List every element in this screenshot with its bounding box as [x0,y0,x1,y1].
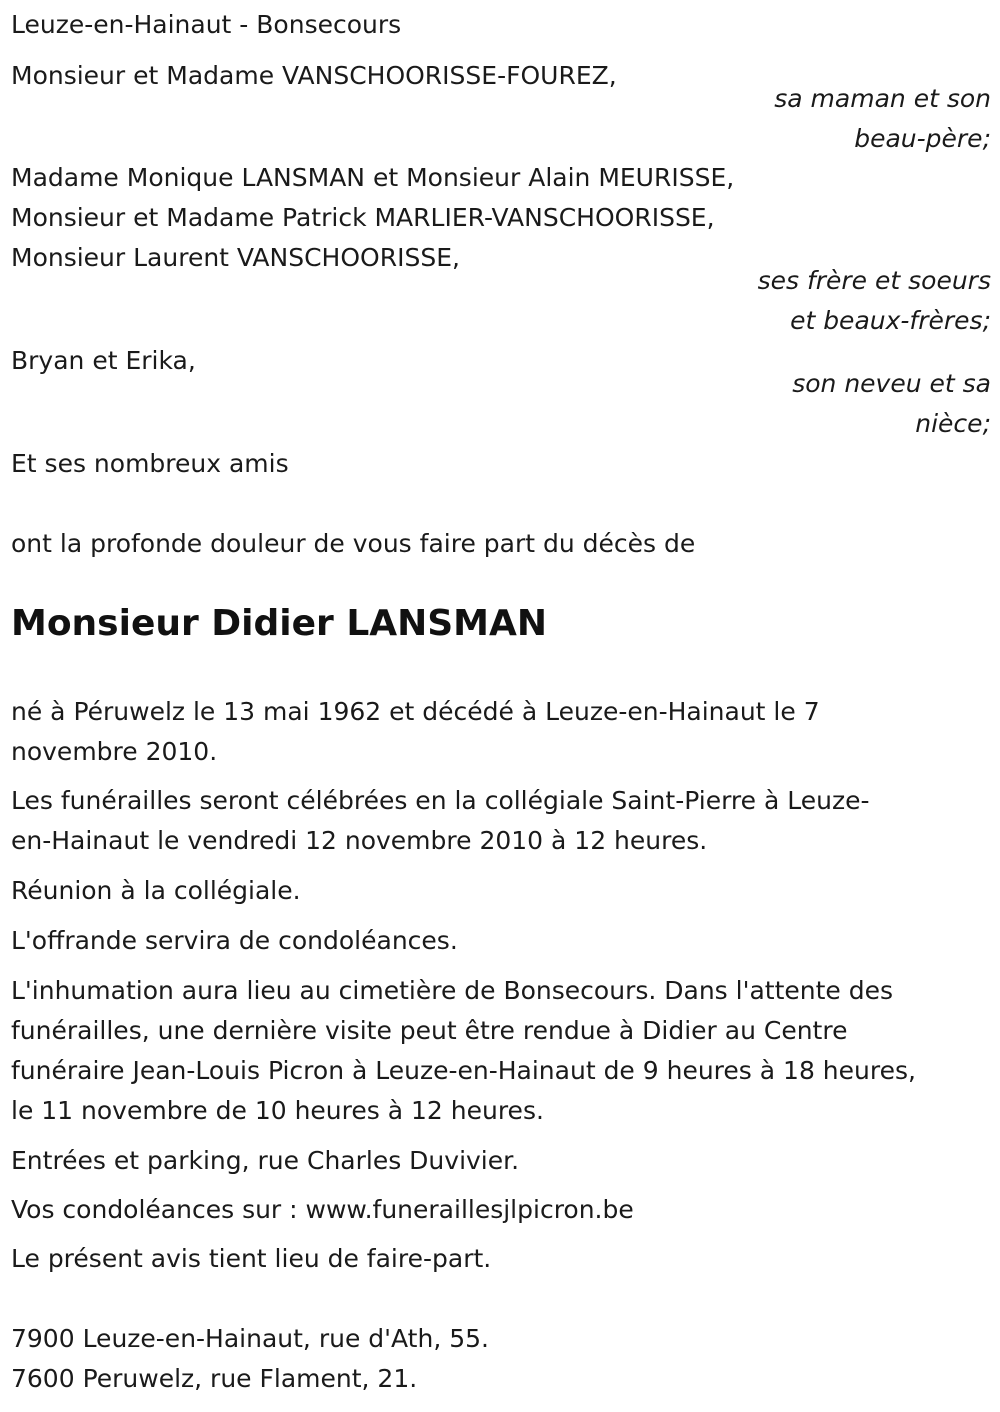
burial-line-1: L'inhumation aura lieu au cimetière de Bonsecours. Dans l'attente des [11,976,894,1005]
birth-death-line-1: né à Péruwelz le 13 mai 1962 et décédé à Leuze-en-Hainaut le 7 [11,697,820,726]
nephews-names: Bryan et Erika, [11,346,196,375]
announcement-text: ont la profonde douleur de vous faire part du décès de [11,529,696,558]
parents-relation-line-1: sa maman et son [774,84,991,113]
offering-line: L'offrande servira de condoléances. [11,926,458,955]
burial-line-3: funéraire Jean-Louis Picron à Leuze-en-Hainaut de 9 heures à 18 heures, [11,1056,916,1085]
sibling-name-3: Monsieur Laurent VANSCHOORISSE, [11,243,460,272]
deceased-name: Monsieur Didier LANSMAN [11,603,547,644]
birth-death-line-2: novembre 2010. [11,737,218,766]
notice-line: Le présent avis tient lieu de faire-part. [11,1244,492,1273]
burial-line-2: funérailles, une dernière visite peut être rendue à Didier au Centre [11,1016,848,1045]
address-line-1: 7900 Leuze-en-Hainaut, rue d'Ath, 55. [11,1324,489,1353]
parking-line: Entrées et parking, rue Charles Duvivier. [11,1146,520,1175]
funeral-line-2: en-Hainaut le vendredi 12 novembre 2010 à 12 heures. [11,826,708,855]
burial-line-4: le 11 novembre de 10 heures à 12 heures. [11,1096,544,1125]
nephews-relation-line-2: nièce; [915,409,991,438]
address-line-2: 7600 Peruwelz, rue Flament, 21. [11,1364,418,1393]
location-heading: Leuze-en-Hainaut - Bonsecours [11,10,402,39]
meeting-line: Réunion à la collégiale. [11,876,301,905]
friends-line: Et ses nombreux amis [11,449,289,478]
siblings-relation-line-2: et beaux-frères; [790,306,991,335]
funeral-line-1: Les funérailles seront célébrées en la collégiale Saint-Pierre à Leuze- [11,786,870,815]
nephews-relation-line-1: son neveu et sa [792,369,991,398]
parents-names: Monsieur et Madame VANSCHOORISSE-FOUREZ, [11,61,617,90]
parents-relation-line-2: beau-père; [854,124,991,153]
sibling-name-2: Monsieur et Madame Patrick MARLIER-VANSCHOORISSE, [11,203,715,232]
siblings-relation-line-1: ses frère et soeurs [757,266,991,295]
condolences-line: Vos condoléances sur : www.funeraillesjlpicron.be [11,1195,634,1224]
sibling-name-1: Madame Monique LANSMAN et Monsieur Alain MEURISSE, [11,163,735,192]
